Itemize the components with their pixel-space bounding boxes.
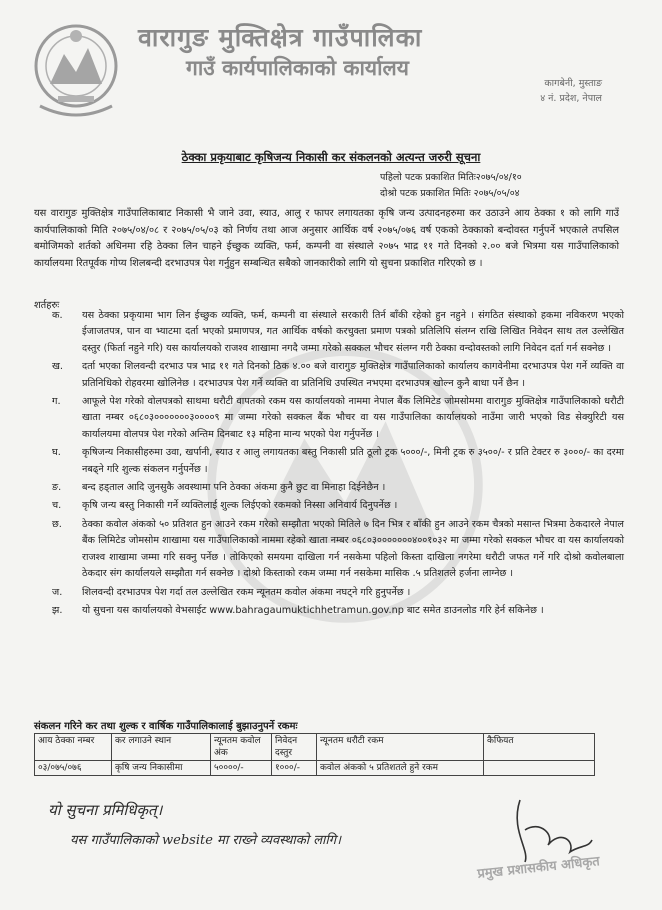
table-row [35,761,595,776]
term-key: क. [52,310,63,321]
term-key: ज. [52,586,63,598]
handwritten-note-2: यस गाउँपालिकाको website मा राख्ने व्यवस्थाको लागि। [70,833,342,848]
term-item [42,480,624,496]
term-key: झ. [52,604,63,616]
term-text: ठेक्का कवोल अंकको ५० प्रतिशत हुन आउने रकम गरेको सम्झौता भएको मितिले ७ दिन भित्र र बाँकी हुन आउने रकम चैत्रको मसान्त भित्रमा ठेकदारले नेपाल बैंक लिमिटेड जोमसोम शाखामा यस गाउँपालिकाको नाममा रहेको खाता नम्बर ०६८०३०००००००४००१०३२ मा जम्मा गरेको सक्कल भौचर वा यस कार्यालयको राजश्व शाखामा जम्मा गरि सक्नु पर्नेछ । तोकिएको समयमा दाखिला गर्न नसकेमा पहिलो किस्ता दाखिला नगरेमा धरौटी जफत गर्ने गरि दोश्रो कवोलबाला ठेकदार संग कार्यालयले सम्झौता गर्न सक्नेछ । दोश्रो किस्ताको रकम जम्मा गर्न नसकेमा मासिक .५ प्रतिशतले हर्जना लाग्नेछ । [82,518,624,580]
term-key: छ. [52,518,62,530]
term-text: यस ठेक्का प्रकृयामा भाग लिन ईच्छुक व्यक्ति, फर्म, कम्पनी वा संस्थाले सरकारी तिर्न बाँकी रहेको हुन नहुने । संगठित संस्थाको हकमा नविकरण भएको ईजाजतपत्र, पान वा भ्याटमा दर्ता भएको प्रमाणपत्र, गत आर्थिक वर्षको करचुक्ता प्रमाण पत्रको प्रतिलिपि संलग्न राखि लिखित निवेदन साथ तल उल्लेखित दस्तुर (फिर्ता नहुने गरि) यस कार्यालयको राजश्व शाखामा नगदै जम्मा गरेको सक्कल भौचर संलग्न गरी ठेक्का वन्दोवस्तको लागि निवेदन दर्ता गर्न सक्नेछ । [82,310,624,354]
term-text: बन्द हड्ताल आदि जुनसुकै अवस्थामा पनि ठेक्का अंकमा कुनै छुट वा मिनाहा दिईनेछैन । [82,482,386,494]
term-text: कृषि जन्य बस्तु निकासी गर्ने व्यक्तिलाई शुल्क लिईएको रकमको निस्सा अनिवार्य दिनुपर्नेछ । [82,500,398,512]
term-item [42,359,624,392]
table-header-cell: न्यूनतम धरौटी रकम [317,734,484,761]
term-key: च. [52,500,62,512]
table-cell: १०००/- [272,761,317,776]
table-header-cell: आय ठेक्का नम्बर [35,734,112,761]
first-publish-date: पहिलो पटक प्रकाशित मितिः२०७५/०४/१० [380,172,522,183]
term-key: घ. [52,447,61,459]
terms-list [42,308,624,621]
notice-title: ठेक्का प्रकृयाबाट कृषिजन्य निकासी कर संकलनको अत्यन्त जरुरी सूचना [181,150,481,164]
term-text: आफूले पेश गरेको वोलपत्रको साथमा धरौटी वापतको रकम यस कार्यालयको नाममा नेपाल बैंक लिमिटेड जोमसोममा वारागुङ मुक्तिक्षेत्र गाउँपालिकाको धरौटी खाता नम्बर ०६८०३०००००००३००००९ मा जम्मा गरेको सक्कल बैंक भौचर वा यस गाउँपालिका कार्यालयको नाउँमा जारी भएको विड सेक्युरिटी यस कार्यालयमा वोलपत्र पेश गरेको अन्तिम दिनबाट १३ महिना मान्य भएको पेश गर्नुपर्नेछ । [82,396,624,440]
term-item [42,498,624,514]
address-line-1: कागबेनी, मुस्ताङ [544,78,602,89]
table-cell: कवोल अंकको ५ प्रतिशतले हुने रकम [317,761,484,776]
notice-intro: यस वारागुङ मुक्तिक्षेत्र गाउँपालिकाबाट निकासी भै जाने उवा, स्याउ, आलु र फापर लगायतका कृषि जन्य उत्पादनहरुमा कर उठाउने आय ठेक्का १ को लागि गाउँ कार्यपालिकाको मिति २०७५/०४/०८ र २०७५/०५/०३ को निर्णय तथा आज अनुसार आर्थिक वर्ष २०७५/०७६ वर्ष एकको ठेक्काको बन्दोवस्त गर्नुपर्ने भएकाले तपसिल बमोजिमको शर्तको अधिनमा रहि ठेक्का लिन चाहने ईच्छुक व्यक्ति, फर्म, कम्पनी वा संस्थाले २०७५ भाद्र ११ गते दिनको २.०० बजे भित्रमा यस गाउँपालिकाको कार्यालयमा रितपूर्वक गोप्य शिलबन्दी दरभाउपत्र पेश गर्नुहुन सम्बन्धित सबैको जानकारीको लागि यो सुचना प्रकाशित गरिएको छ । [34,208,619,269]
office-subtitle: गाउँ कार्यपालिकाको कार्यालय [186,56,409,80]
term-text: कृषिजन्य निकासीहरुमा उवा, खर्पानी, स्याउ र आलु लगायतका बस्तु निकासी प्रति ठूलो ट्रक ५०००/-, मिनी ट्रक रु ३५००/- र प्रति टेक्टर रु ३०००/- का दरमा नबढ्ने गरि शुल्क संकलन गर्नुपर्नेछ । [82,447,624,475]
term-item [42,394,624,443]
second-publish-date: दोश्रो पटक प्रकाशित मितिः २०७५/०५/०४ [380,188,520,199]
term-item [42,517,624,583]
table-cell [484,761,595,776]
table-cell: कृषि जन्य निकासीमा [112,761,211,776]
term-item [42,585,624,601]
official-stamp: प्रमुख प्रशासकीय अधिकृत [476,854,601,882]
office-address [540,76,602,106]
table-header-cell: न्यूनतम कवोल अंक [211,734,272,761]
table-cell: ५००००/- [211,761,272,776]
government-emblem-icon [30,14,122,124]
office-name: वारागुङ मुक्तिक्षेत्र गाउँपालिका [138,23,423,52]
term-text: यो सुचना यस कार्यालयको वेभसाईट www.bahragaumuktichhetramun.gov.np बाट समेत डाउनलोड गरि हेर्न सकिनेछ । [82,604,544,616]
term-text: शिलवन्दी दरभाउपत्र पेश गर्दा तल उल्लेखित रकम न्यूनतम कवोल अंकमा नघट्ने गरि हुनुपर्नेछ । [82,586,411,598]
table-header-cell: कैफियत [484,734,595,761]
term-key: ग. [52,396,61,408]
fee-table [34,733,595,776]
table-cell: ०३/०७५/०७६ [35,761,112,776]
term-item [42,445,624,478]
term-item [42,308,624,357]
term-item [42,603,624,619]
term-key: ख. [52,361,64,373]
terms-label: शर्तहरुः [34,300,60,311]
table-header-cell: कर लगाउने स्थान [112,734,211,761]
table-header-cell: निवेदन दस्तुर [272,734,317,761]
table-header-row [35,734,595,761]
term-key: ङ. [52,482,62,494]
handwritten-note-1: यो सुचना प्रमिधिकृत्। [48,801,163,819]
address-line-2: ४ नं. प्रदेश, नेपाल [540,93,602,104]
table-heading: संकलन गरिने कर तथा शुल्क र वार्षिक गाउँपालिकालाई बुझाउनुपर्ने रकमः [34,721,298,732]
term-text: दर्ता भएका शिलवन्दी दरभाउ पत्र भाद्र ११ गते दिनको ठिक ४.०० बजे वारागुङ मुक्तिक्षेत्र गाउँपालिकाको कार्यालय कागवेनीमा दरभाउपत्र पेश गर्ने व्यक्ति वा प्रतिनिधिको रोहवरमा खोलिनेछ । दरभाउपत्र पेश गर्ने व्यक्ति वा प्रतिनिधि उपस्थित नभएमा दरभाउपत्र खोल्न कुनै बाधा पर्ने छैन । [82,361,624,389]
